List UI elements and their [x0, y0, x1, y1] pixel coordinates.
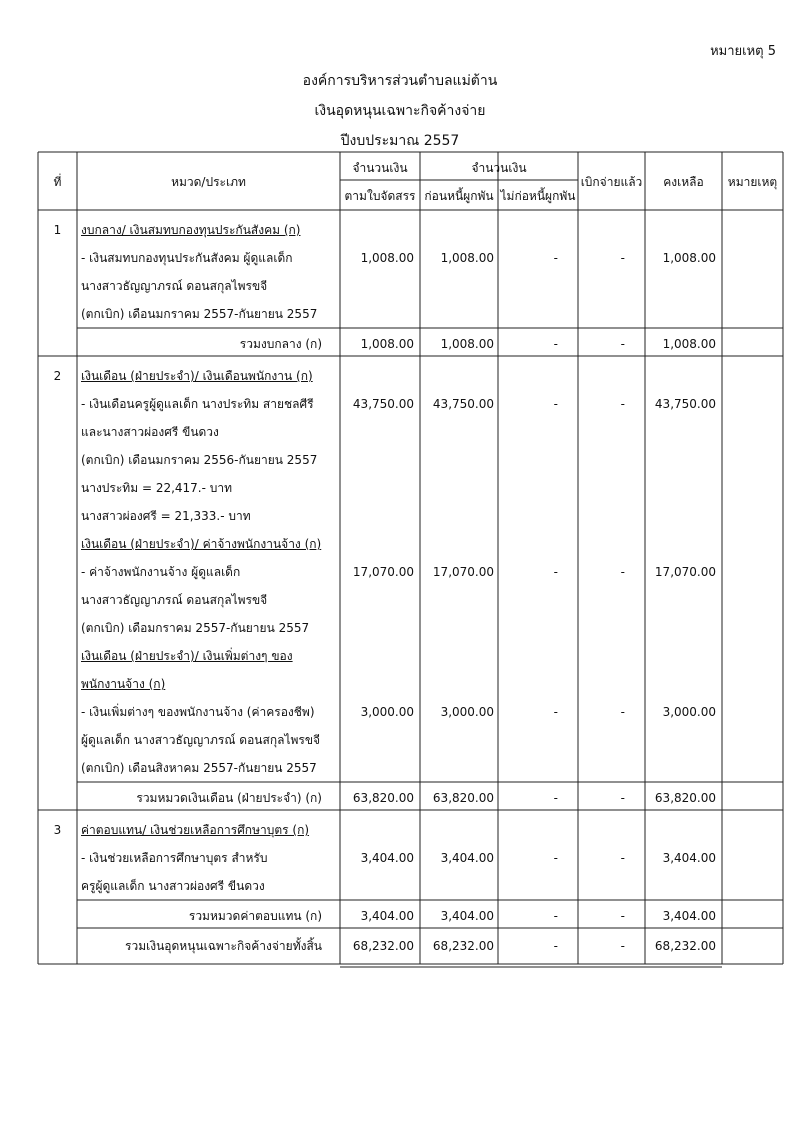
paid-cell: -: [620, 851, 625, 865]
not-before-cell: -: [553, 939, 558, 953]
row-number: 2: [53, 369, 62, 383]
not-before-cell: -: [553, 251, 558, 265]
paid-cell: -: [620, 337, 625, 351]
paid-cell: -: [620, 565, 625, 579]
grand-total-label: รวมเงินอุดหนุนเฉพาะกิจค้างจ่ายทั้งสิ้น: [125, 939, 322, 953]
section-total-label: รวมหมวดค่าตอบแทน (ก): [188, 909, 322, 923]
col-remark-header: หมายเหตุ: [727, 175, 778, 189]
before-cell: 1,008.00: [440, 337, 494, 351]
item-line: และนางสาวผ่องศรี ขีนดวง: [81, 425, 219, 439]
amount-cell: 43,750.00: [352, 397, 414, 411]
item-line: - เงินสมทบกองทุนประกันสังคม ผู้ดูแลเด็ก: [81, 251, 293, 265]
not-before-cell: -: [553, 705, 558, 719]
remaining-cell: 43,750.00: [654, 397, 716, 411]
item-line: นางสาวผ่องศรี = 21,333.- บาท: [81, 509, 251, 523]
amount-cell: 63,820.00: [352, 791, 414, 805]
remaining-cell: 1,008.00: [662, 251, 716, 265]
before-cell: 3,000.00: [440, 705, 494, 719]
col-paid-header: เบิกจ่ายแล้ว: [580, 175, 643, 189]
amount-cell: 17,070.00: [352, 565, 414, 579]
item-line: - เงินช่วยเหลือการศึกษาบุตร สำหรับ: [81, 851, 268, 865]
not-before-cell: -: [553, 337, 558, 351]
section-total-label: รวมหมวดเงินเดือน (ฝ่ายประจำ) (ก): [136, 791, 322, 805]
remaining-cell: 63,820.00: [654, 791, 716, 805]
item-line: นางสาวธัญญาภรณ์ ดอนสกุลไพรขจี: [81, 593, 268, 607]
amount-cell: 3,000.00: [360, 705, 414, 719]
paid-cell: -: [620, 705, 625, 719]
col-before-header: ก่อนหนี้ผูกพัน: [424, 189, 494, 203]
col-no-header: ที่: [53, 175, 62, 189]
item-line: (ตกเบิก) เดือมกราคม 2557-กันยายน 2557: [81, 621, 310, 635]
amount-cell: 68,232.00: [352, 939, 414, 953]
col-commitment-header: จำนวนเงิน: [471, 161, 527, 175]
org-title: องค์การบริหารส่วนตำบลแม่ต้าน: [302, 73, 498, 89]
paid-cell: -: [620, 251, 625, 265]
before-cell: 3,404.00: [440, 909, 494, 923]
col-remaining-header: คงเหลือ: [663, 175, 704, 189]
item-line: (ตกเบิก) เดือนมกราคม 2557-กันยายน 2557: [81, 307, 318, 321]
paid-cell: -: [620, 909, 625, 923]
item-line: นางสาวธัญญาภรณ์ ดอนสกุลไพรขจี: [81, 279, 268, 293]
item-line: ผู้ดูแลเด็ก นางสาวธัญญาภรณ์ ดอนสกุลไพรขจี: [81, 733, 321, 747]
row-number: 1: [53, 223, 62, 237]
not-before-cell: -: [553, 791, 558, 805]
item-subtitle: พนักงานจ้าง (ก): [81, 677, 166, 691]
before-cell: 17,070.00: [432, 565, 494, 579]
section-title: งบกลาง/ เงินสมทบกองทุนประกันสังคม (ก): [81, 223, 301, 237]
amount-cell: 3,404.00: [360, 909, 414, 923]
col-amount-sub-header: ตามใบจัดสรร: [344, 189, 416, 203]
before-cell: 1,008.00: [440, 251, 494, 265]
before-cell: 3,404.00: [440, 851, 494, 865]
item-line: ครูผู้ดูแลเด็ก นางสาวผ่องศรี ขีนดวง: [81, 879, 265, 893]
amount-cell: 1,008.00: [360, 337, 414, 351]
section-total-label: รวมงบกลาง (ก): [239, 337, 322, 351]
item-line: (ตกเบิก) เดือนสิงหาคม 2557-กันยายน 2557: [81, 761, 317, 775]
remaining-cell: 3,404.00: [662, 909, 716, 923]
item-subtitle: เงินเดือน (ฝ่ายประจำ)/ ค่าจ้างพนักงานจ้าง (ก): [81, 537, 322, 551]
not-before-cell: -: [553, 397, 558, 411]
paid-cell: -: [620, 791, 625, 805]
before-cell: 68,232.00: [432, 939, 494, 953]
remaining-cell: 3,000.00: [662, 705, 716, 719]
before-cell: 63,820.00: [432, 791, 494, 805]
item-line: (ตกเบิก) เดือนมกราคม 2556-กันยายน 2557: [81, 453, 318, 467]
amount-cell: 3,404.00: [360, 851, 414, 865]
item-subtitle: เงินเดือน (ฝ่ายประจำ)/ เงินเพิ่มต่างๆ ของ: [81, 649, 293, 663]
before-cell: 43,750.00: [432, 397, 494, 411]
paid-cell: -: [620, 397, 625, 411]
col-not-before-header: ไม่ก่อหนี้ผูกพัน: [500, 189, 576, 203]
not-before-cell: -: [553, 851, 558, 865]
remaining-cell: 68,232.00: [654, 939, 716, 953]
row-number: 3: [53, 823, 62, 837]
remark-note: หมายเหตุ 5: [710, 44, 776, 59]
col-amount-header: จำนวนเงิน: [352, 161, 408, 175]
item-line: - เงินเพิ่มต่างๆ ของพนักงานจ้าง (ค่าครองชีพ): [81, 705, 315, 719]
not-before-cell: -: [553, 565, 558, 579]
remaining-cell: 3,404.00: [662, 851, 716, 865]
section-title: ค่าตอบแทน/ เงินช่วยเหลือการศึกษาบุตร (ก): [81, 823, 310, 837]
doc-subtitle: เงินอุดหนุนเฉพาะกิจค้างจ่าย: [314, 103, 486, 119]
amount-cell: 1,008.00: [360, 251, 414, 265]
remaining-cell: 1,008.00: [662, 337, 716, 351]
paid-cell: -: [620, 939, 625, 953]
section-title: เงินเดือน (ฝ่ายประจำ)/ เงินเดือนพนักงาน (ก): [81, 369, 313, 383]
budget-year: ปีงบประมาณ 2557: [340, 133, 460, 149]
col-category-header: หมวด/ประเภท: [171, 175, 246, 189]
remaining-cell: 17,070.00: [654, 565, 716, 579]
item-line: - ค่าจ้างพนักงานจ้าง ผู้ดูแลเด็ก: [81, 565, 241, 579]
not-before-cell: -: [553, 909, 558, 923]
item-line: - เงินเดือนครูผู้ดูแลเด็ก นางประทิม สายชลศีรี: [81, 397, 314, 411]
item-line: นางประทิม = 22,417.- บาท: [81, 481, 233, 495]
